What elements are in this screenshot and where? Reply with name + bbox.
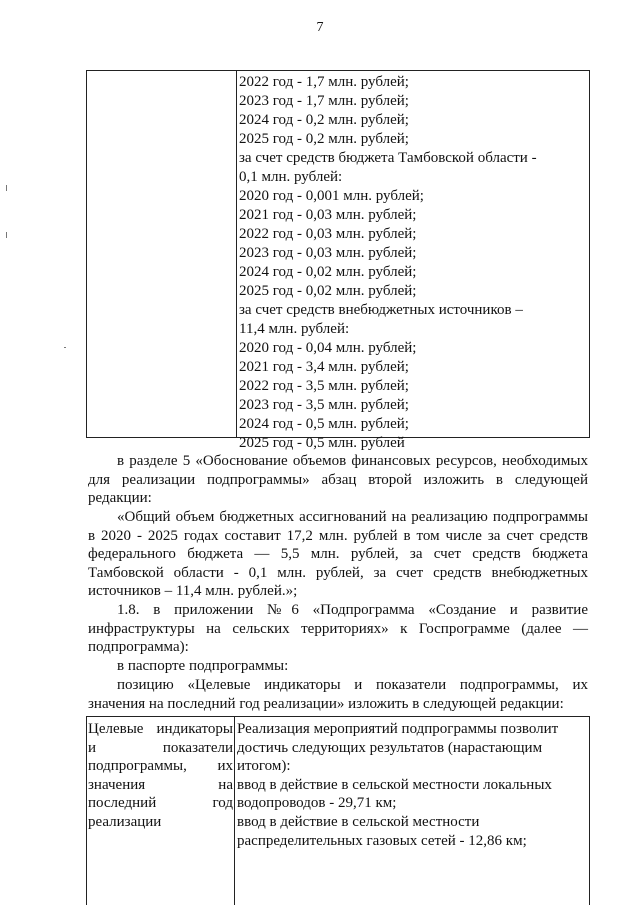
- result-line: распределительных газовых сетей - 12,86 км;: [237, 832, 527, 849]
- indicators-label-cell: [88, 720, 233, 832]
- indicators-table-column-divider: [234, 716, 235, 905]
- funding-line: 2025 год - 0,02 млн. рублей;: [239, 283, 417, 299]
- funding-line: 2024 год - 0,2 млн. рублей;: [239, 112, 409, 128]
- funding-line: 2024 год - 0,02 млн. рублей;: [239, 264, 417, 280]
- funding-line: 2023 год - 0,03 млн. рублей;: [239, 245, 417, 261]
- funding-line: 2020 год - 0,001 млн. рублей;: [239, 188, 424, 204]
- funding-line: 2024 год - 0,5 млн. рублей;: [239, 416, 409, 432]
- result-line: Реализация мероприятий подпрограммы позволит: [237, 721, 559, 737]
- label-line: Целевые индикаторы: [88, 721, 233, 737]
- indicators-table-left-border: [86, 716, 87, 905]
- paragraph-line: федерального бюджета — 5,5 млн. рублей, за счет средств бюджета: [88, 546, 588, 563]
- result-line: ввод в действие в сельской местности: [237, 813, 480, 830]
- funding-line: 2021 год - 0,03 млн. рублей;: [239, 207, 417, 223]
- paragraph-line: в 2020 - 2025 годах составит 17,2 млн. рублей в том числе за счет средств: [88, 527, 588, 544]
- funding-table-column-divider: [236, 70, 237, 438]
- funding-line: 2022 год - 0,03 млн. рублей;: [239, 226, 417, 242]
- paragraph-total-funding: [88, 508, 588, 601]
- paragraph-line: для реализации подпрограммы» абзац второй изложить в следующей: [88, 471, 588, 488]
- scan-speck: [6, 185, 7, 191]
- paragraph-line: подпрограмма):: [88, 639, 189, 656]
- funding-line: 11,4 млн. рублей:: [239, 321, 350, 337]
- paragraph-line: в паспорте подпрограммы:: [117, 658, 289, 674]
- paragraph-line: 1.8. в приложении №6 «Подпрограмма «Создание и развитие: [117, 602, 588, 618]
- paragraph-line: позицию «Целевые индикаторы и показатели подпрограммы, их: [117, 677, 588, 693]
- paragraph-line: инфраструктуры на сельских территориях» к Госпрограмме (далее —: [88, 620, 588, 637]
- funding-line: 2022 год - 1,7 млн. рублей;: [239, 74, 409, 90]
- funding-breakdown-list: [239, 73, 537, 453]
- scan-speck: [6, 232, 7, 238]
- funding-line: 2021 год - 3,4 млн. рублей;: [239, 359, 409, 375]
- funding-line: за счет средств бюджета Тамбовской области -: [239, 150, 537, 166]
- label-line: последний год: [88, 795, 233, 812]
- page-number: 7: [316, 20, 324, 35]
- result-line: ввод в действие в сельской местности локальных: [237, 776, 552, 793]
- label-line: и показатели: [88, 739, 233, 756]
- paragraph-passport: [117, 657, 587, 676]
- paragraph-line: редакции:: [88, 490, 152, 507]
- result-line: достичь следующих результатов (нарастающим: [237, 739, 543, 756]
- funding-line: 2022 год - 3,5 млн. рублей;: [239, 378, 409, 394]
- funding-line: 2020 год - 0,04 млн. рублей;: [239, 340, 417, 356]
- funding-line: за счет средств внебюджетных источников –: [239, 302, 523, 318]
- paragraph-line: «Общий объем бюджетных ассигнований на реализацию подпрограммы: [117, 509, 588, 525]
- indicators-results-cell: [237, 720, 558, 850]
- paragraph-line: Тамбовской области - 0,1 млн. рублей, за счет средств внебюджетных: [88, 564, 588, 581]
- paragraph-line: в разделе 5 «Обоснование объемов финансовых ресурсов, необходимых: [117, 453, 588, 469]
- paragraph-line: значения на последний год реализации» изложить в следующей редакции:: [88, 695, 564, 712]
- indicators-table-top-border: [86, 716, 590, 717]
- label-line: реализации: [88, 813, 162, 830]
- funding-line: 2023 год - 1,7 млн. рублей;: [239, 93, 409, 109]
- paragraph-position: [88, 676, 588, 713]
- paragraph-line: источников – 11,4 млн. рублей.»;: [88, 583, 298, 600]
- result-line: итогом):: [237, 758, 291, 775]
- scan-speck: [64, 347, 66, 348]
- funding-line: 2025 год - 0,5 млн. рублей: [239, 435, 405, 451]
- paragraph-section-5: [88, 452, 588, 508]
- label-line: значения на: [88, 776, 233, 793]
- funding-line: 2023 год - 3,5 млн. рублей;: [239, 397, 409, 413]
- funding-line: 0,1 млн. рублей:: [239, 169, 343, 185]
- result-line: водопроводов - 29,71 км;: [237, 795, 397, 812]
- funding-line: 2025 год - 0,2 млн. рублей;: [239, 131, 409, 147]
- label-line: подпрограммы, их: [88, 758, 233, 775]
- indicators-table-right-border: [589, 716, 590, 905]
- paragraph-appendix-6: [88, 601, 588, 657]
